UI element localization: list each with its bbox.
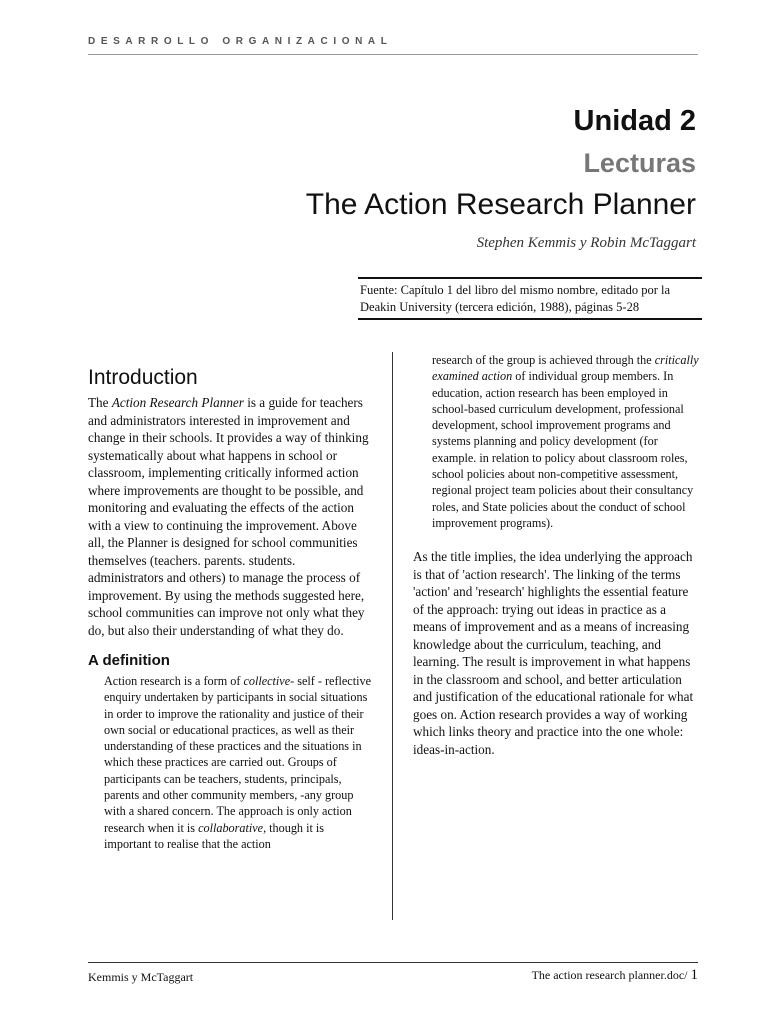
column-divider (392, 352, 393, 920)
page-number: 1 (690, 967, 698, 983)
footer-filename: The action research planner.doc/ (531, 968, 691, 982)
page-title: The Action Research Planner (305, 188, 696, 221)
introduction-paragraph (88, 394, 373, 639)
definition-text-end: though it is important to realise that the action (104, 820, 325, 851)
quote-text-rest: of individual group members. In education, action research has been employed in school-based curriculum development, professional development, school improvement programs and systems planning and policy development (for example. in relation to policy about classroom roles, school policies about non-competitive assessment, regional project team policies about their consultancy roles, and State policies about the conduct of school improvement programs). (432, 369, 694, 530)
definition-emphasis-collective: collective (243, 674, 291, 688)
footer-document (532, 967, 698, 984)
definition-quote (104, 673, 373, 852)
definition-text-lead: Action research is a form of (104, 674, 244, 688)
source-box: Fuente: Capítulo 1 del libro del mismo nombre, editado por la Deakin University (tercera edición, 1988), páginas 5-28 (358, 277, 702, 320)
footer-rule (88, 962, 698, 963)
introduction-heading: Introduction (88, 366, 198, 389)
section-heading: Lecturas (583, 148, 696, 178)
definition-heading: A definition (88, 652, 170, 669)
quote-emphasis: critically examined action (432, 353, 699, 384)
left-column (88, 366, 373, 852)
intro-text-lead: The (88, 395, 112, 410)
authors-line: Stephen Kemmis y Robin McTaggart (476, 235, 696, 251)
definition-emphasis-collaborative: collaborative, (198, 820, 267, 835)
unit-heading: Unidad 2 (573, 105, 696, 137)
header-rule (88, 54, 698, 55)
intro-text-emphasis: Action Research Planner (111, 395, 244, 410)
quote-text-lead: research of the group is achieved through the (432, 353, 655, 367)
running-header: DESARROLLO ORGANIZACIONAL (88, 36, 393, 47)
right-column (413, 352, 700, 758)
approach-paragraph: As the title implies, the idea underlying the approach is that of 'action research'. The linking of the terms 'action' and 'research' highlights the essential feature of the approach: trying out ideas in practice as a means of improvement and as a means of increasing knowledge about the curriculum, teaching, and learning. The result is improvement in what happens in the classroom and school, and better articulation and justification of the educational rationale for what goes on. Action research provides a way of working which links theory and practice into the one whole: ideas-in-action. (413, 549, 694, 757)
definition-quote-continued (432, 352, 700, 531)
intro-text-rest: is a guide for teachers and administrators interested in improvement and change in their schools. It provides a way of thinking systematically about what happens in school or classroom, implementing critically informed action where improvements are thought to be possible, and monitoring and evaluating the effects of the action with a view to continuing the improvement. Above all, the Planner is designed for school communities themselves (teachers. parents. students. administrators and others) to manage the process of improvement. By using the methods suggested here, school communities can improve not only what they do, but also their understanding of what they do. (88, 395, 369, 638)
definition-text-mid: - self - reflective enquiry undertaken by participants in social situations in order to improve the rationality and justice of their own social or educational practices, as well as their understanding of these practices and the situations in which these practices are carried out. Groups of participants can be teachers, students, principals, parents and other community members, -any group with a shared concern. The approach is only action research when it is (104, 674, 371, 835)
footer-authors: Kemmis y McTaggart (88, 970, 194, 984)
